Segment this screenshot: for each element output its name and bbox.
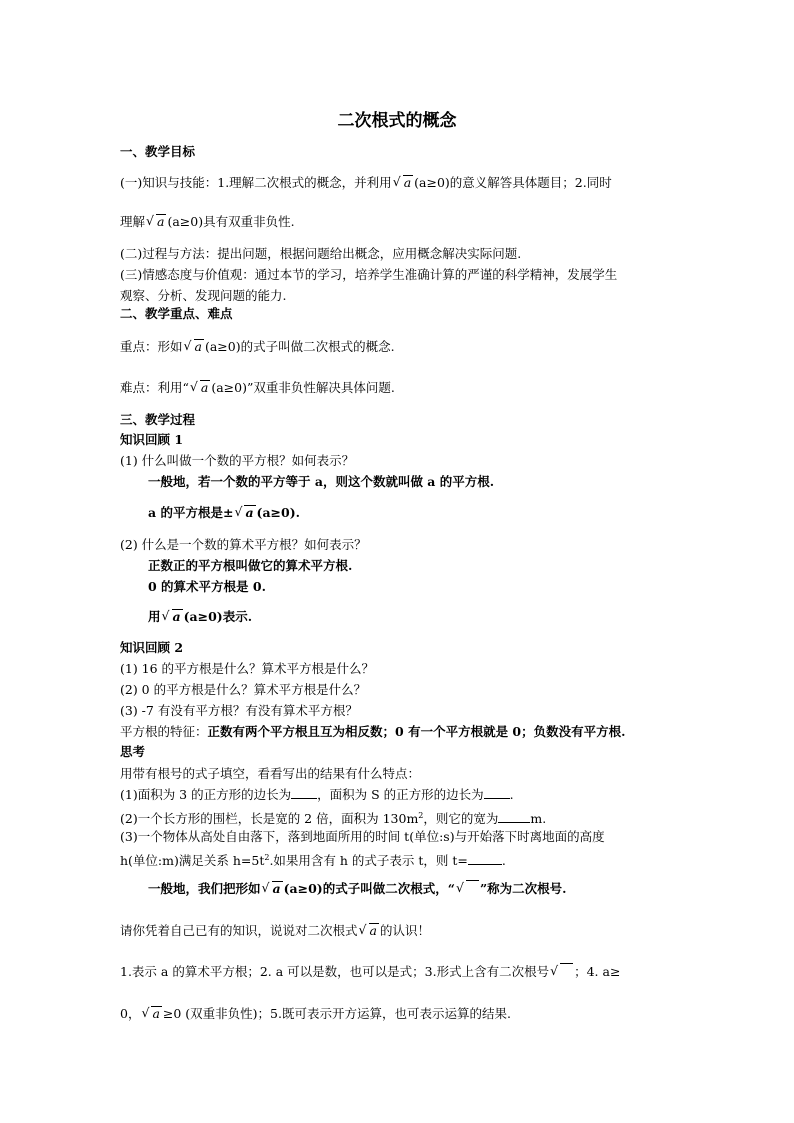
radical-sign-icon: [550, 963, 573, 981]
think-question-2: (2)一个长方形的围栏，长是宽的 2 倍，面积为 $130m^2$，则它的宽为 m.: [120, 811, 547, 827]
difficult-point: 难点：利用“√ a (a≥0)”双重非负性解决具体问题.: [120, 379, 395, 397]
section-heading-goals: 一、教学目标: [120, 144, 196, 159]
answer-blank: [291, 786, 317, 799]
radical-symbol: √ a: [146, 213, 166, 231]
definition: 一般地，我们把形如√ a (a≥0)的式子叫做二次根式，“√ ”称为二次根号.: [148, 880, 566, 898]
radical-symbol: √ a: [141, 1005, 161, 1023]
review-1-answer-2b: 0 的算术平方根是 0.: [148, 579, 266, 594]
radical-symbol: √ a: [393, 174, 413, 192]
radical-sign-icon: [456, 880, 479, 898]
answer-blank: [498, 810, 530, 823]
review-2-question-3: (3) -7 有没有平方根？有没有算术平方根？: [120, 703, 358, 718]
radical-symbol: √ a: [190, 379, 210, 397]
review-1-question-2: (2) 什么是一个数的算术平方根？如何表示？: [120, 537, 367, 552]
answer-blank: [484, 786, 510, 799]
goal-3-line-1: (三)情感态度与价值观：通过本节的学习，培养学生准确计算的严谨的科学精神，发展学生: [120, 267, 618, 282]
review-1-answer-2a: 正数正的平方根叫做它的算术平方根.: [148, 558, 353, 573]
radical-symbol: √ a: [359, 922, 379, 940]
radical-symbol: √ a: [184, 338, 204, 356]
review-2-question-1: (1) 16 的平方根是什么？算术平方根是什么？: [120, 661, 375, 676]
think-question-3-line-1: (3)一个物体从高处自由落下，落到地面所用的时间 t(单位:s)与开始落下时离地面的高度: [120, 829, 605, 844]
properties-line-1: 1.表示 a 的算术平方根；2. a 可以是数，也可以是式；3.形式上含有二次根号√ ；4. a≥: [120, 963, 620, 981]
section-heading-process: 三、教学过程: [120, 412, 196, 427]
properties-line-2: 0，√ a ≥0 (双重非负性)；5.既可表示开方运算，也可表示运算的结果.: [120, 1005, 511, 1023]
goal-1-line-2: 理解√ a (a≥0)具有双重非负性.: [120, 213, 295, 231]
page-title: 二次根式的概念: [337, 111, 457, 131]
review-1-answer-2c: 用√ a (a≥0)表示.: [148, 608, 252, 626]
review-1-question-1: (1) 什么叫做一个数的平方根？如何表示？: [120, 453, 355, 468]
review-2-question-2: (2) 0 的平方根是什么？算术平方根是什么？: [120, 682, 367, 697]
discussion-prompt: 请你凭着自己已有的知识，说说对二次根式√ a 的认识！: [120, 922, 430, 940]
review-1-answer-1a: 一般地，若一个数的平方等于 a，则这个数就叫做 a 的平方根.: [148, 474, 495, 489]
think-question-1: (1)面积为 3 的正方形的边长为 ，面积为 S 的正方形的边长为 .: [120, 787, 514, 802]
review-2-heading: 知识回顾 2: [120, 640, 184, 655]
section-heading-key-points: 二、教学重点、难点: [120, 306, 233, 321]
radical-symbol: √ a: [162, 608, 183, 626]
goal-3-line-2: 观察、分析、发现问题的能力.: [120, 288, 287, 303]
radical-symbol: √ a: [262, 880, 283, 898]
review-1-answer-1b: a 的平方根是±√ a (a≥0).: [148, 504, 300, 522]
radical-symbol: √ a: [234, 504, 255, 522]
goal-1-line-1: (一)知识与技能：1.理解二次根式的概念，并利用√ a (a≥0)的意义解答具体题目；2.同时: [120, 174, 612, 192]
answer-blank: [468, 852, 502, 865]
think-heading: 思考: [120, 744, 146, 759]
think-question-3-line-2: h(单位:m)满足关系 $h=5t^2$.如果用含有 h 的式子表示 t，则 t= .: [120, 853, 506, 869]
key-point: 重点：形如√ a (a≥0)的式子叫做二次根式的概念.: [120, 338, 395, 356]
think-intro: 用带有根号的式子填空，看看写出的结果有什么特点：: [120, 766, 421, 781]
goal-2: (二)过程与方法：提出问题，根据问题给出概念，应用概念解决实际问题.: [120, 246, 522, 261]
square-root-features: 平方根的特征：正数有两个平方根且互为相反数；0 有一个平方根就是 0；负数没有平方根.: [120, 724, 626, 739]
review-1-heading: 知识回顾 1: [120, 432, 184, 447]
